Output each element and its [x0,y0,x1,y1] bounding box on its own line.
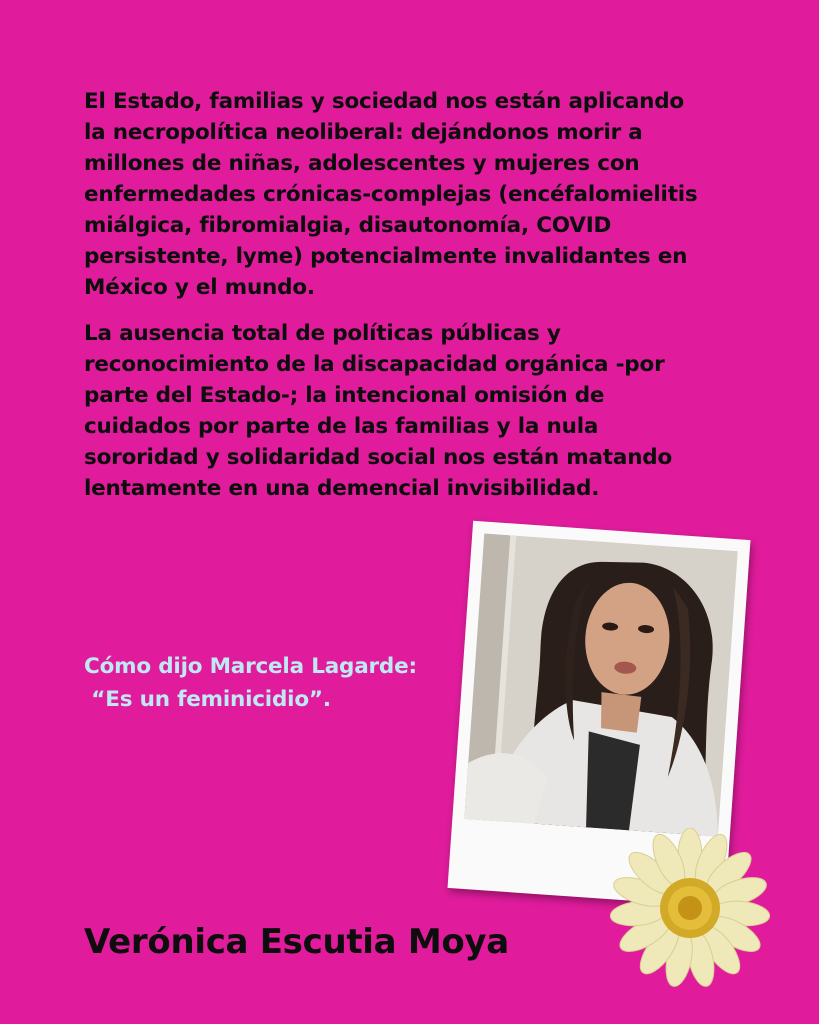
paragraph-line: parte del Estado-; la intencional omisión de [84,383,605,408]
quote-attribution: Cómo dijo Marcela Lagarde: [84,654,417,679]
paragraph-line: millones de niñas, adolescentes y mujeres con [84,151,640,176]
author-name: Verónica Escutia Moya [84,922,509,962]
daisy-flower-decoration [610,828,770,988]
paragraph-line: lentamente en una demencial invisibilidad. [84,476,600,501]
paragraph-necropolitics [84,86,764,303]
paragraph-line: enfermedades crónicas-complejas (encéfalomielitis [84,182,698,207]
paragraph-line: México y el mundo. [84,275,315,300]
paragraph-line: sororidad y solidaridad social nos están matando [84,445,673,470]
paragraph-line: El Estado, familias y sociedad nos están aplicando [84,89,684,114]
paragraph-line: reconocimiento de la discapacidad orgánica -por [84,352,665,377]
paragraph-line: la necropolítica neoliberal: dejándonos morir a [84,120,643,145]
quote-text: “Es un feminicidio”. [84,687,331,712]
paragraph-line: miálgica, fibromialgia, disautonomía, COVID [84,213,612,238]
paragraph-line: cuidados por parte de las familias y la nula [84,414,599,439]
paragraph-public-policies [84,318,764,504]
paragraph-line: persistente, lyme) potencialmente invalidantes en [84,244,688,269]
paragraph-line: La ausencia total de políticas públicas y [84,321,561,346]
portrait-photo [464,534,737,837]
quote-marcela-lagarde [84,650,474,716]
portrait-illustration [464,534,737,837]
